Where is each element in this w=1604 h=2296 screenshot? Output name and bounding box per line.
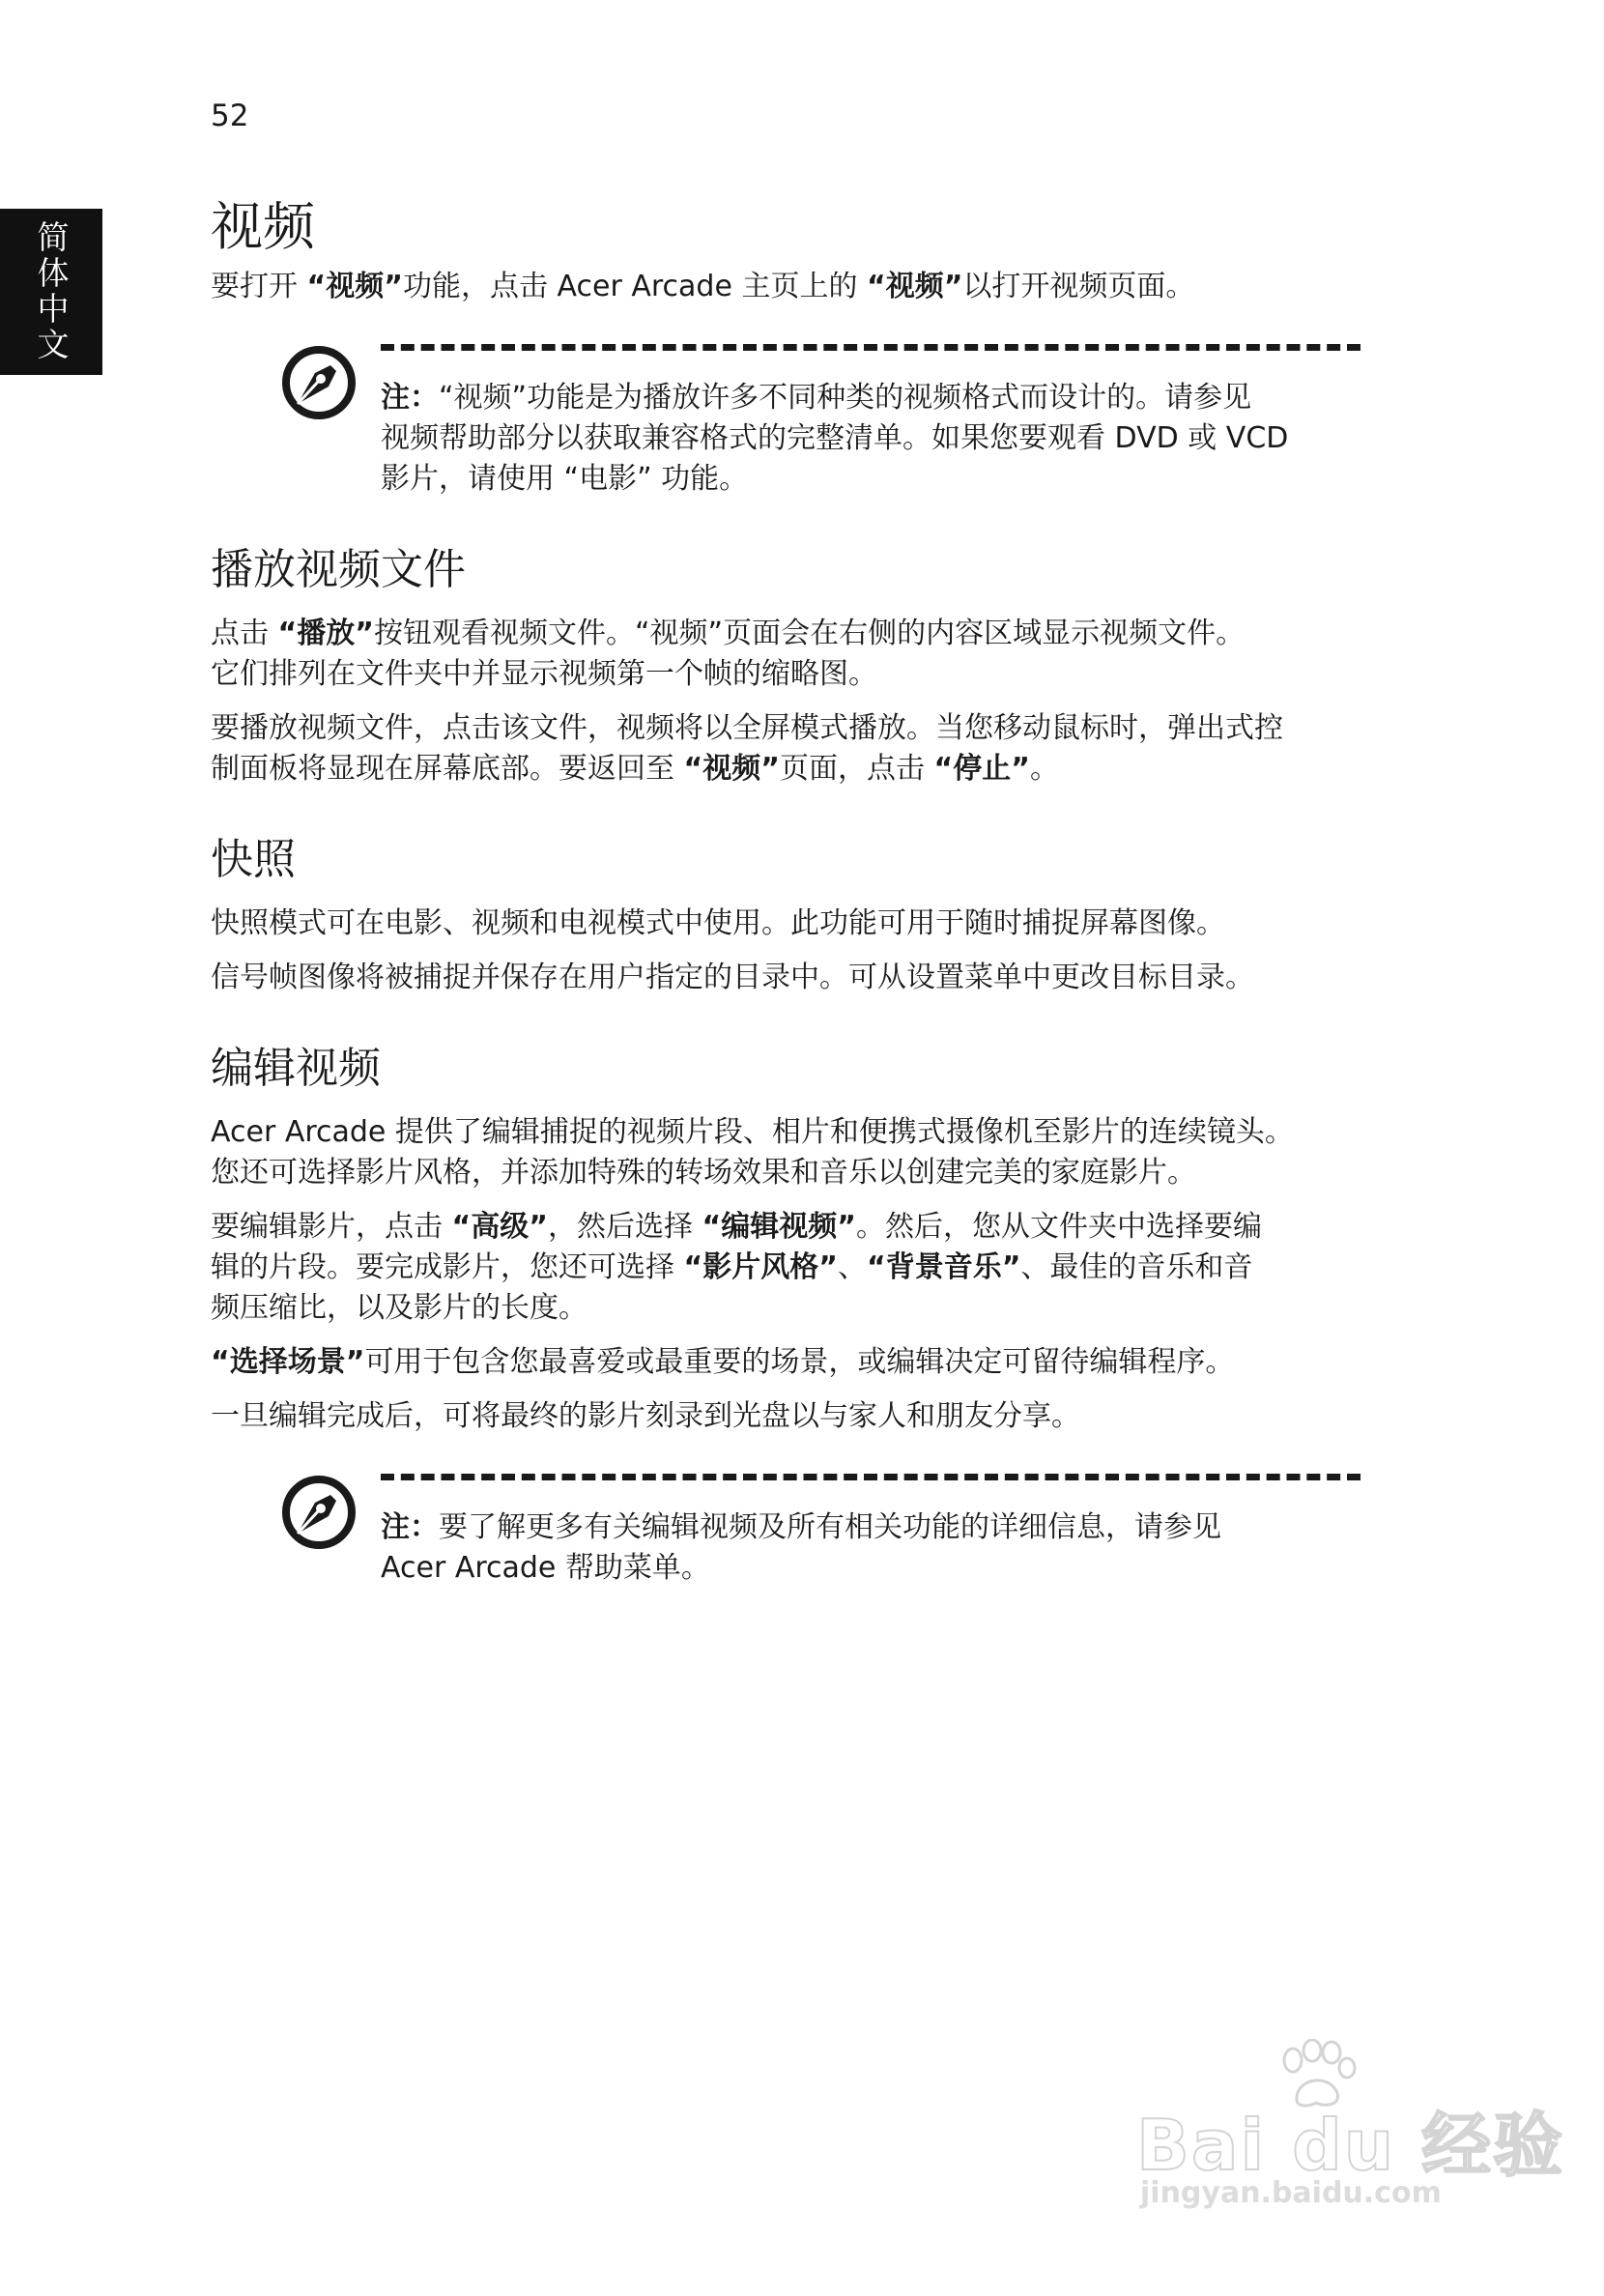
text-run: 、 bbox=[837, 1250, 867, 1284]
pen-nib-note-icon bbox=[280, 1474, 358, 1551]
note-text bbox=[381, 1507, 1361, 1589]
text-run: 辑的片段。要完成影片，您还可选择 bbox=[211, 1250, 684, 1284]
text-run: 要播放视频文件，点击该文件，视频将以全屏模式播放。当您移动鼠标时，弹出式控 bbox=[211, 711, 1283, 745]
bold-text-run: “选择场景” bbox=[211, 1345, 365, 1379]
language-tab-label: 简体中文 bbox=[32, 220, 71, 363]
text-run: 、最佳的音乐和音 bbox=[1020, 1250, 1253, 1284]
text-run: 它们排列在文件夹中并显示视频第一个帧的缩略图。 bbox=[211, 657, 877, 691]
note-dashed-rule bbox=[381, 344, 1361, 351]
note-line: “视频”功能是为播放许多不同种类的视频格式而设计的。请参见 bbox=[439, 381, 1252, 415]
text-run: 一旦编辑完成后，可将最终的影片刻录到光盘以与家人和朋友分享。 bbox=[211, 1399, 1080, 1433]
text-run: 要编辑影片，点击 bbox=[211, 1210, 452, 1244]
paragraph bbox=[211, 1342, 1361, 1383]
text-run: 可用于包含您最喜爱或最重要的场景，或编辑决定可留待编辑程序。 bbox=[364, 1345, 1235, 1379]
text-run: 功能，点击 Acer Arcade 主页上的 bbox=[402, 270, 867, 303]
section-snapshot bbox=[211, 832, 1361, 998]
bold-text-run: “播放” bbox=[277, 617, 374, 650]
text-run: 制面板将显现在屏幕底部。要返回至 bbox=[211, 752, 684, 786]
text-run: 。然后，您从文件夹中选择要编 bbox=[855, 1210, 1262, 1244]
text-run: 快照模式可在电影、视频和电视模式中使用。此功能可用于随时捕捉屏幕图像。 bbox=[211, 906, 1225, 940]
paragraph bbox=[211, 708, 1361, 789]
section-play-video bbox=[211, 542, 1361, 789]
note-box-2 bbox=[280, 1474, 1361, 1589]
pen-nib-note-icon bbox=[280, 344, 358, 421]
text-run: 频压缩比，以及影片的长度。 bbox=[211, 1291, 587, 1325]
page-content bbox=[211, 193, 1361, 1589]
note-label: 注： bbox=[381, 1510, 439, 1544]
text-run: Acer Arcade 提供了编辑捕捉的视频片段、相片和便携式摄像机至影片的连续镜头。 bbox=[211, 1115, 1294, 1149]
bold-text-run: “背景音乐” bbox=[866, 1250, 1021, 1284]
text-run: 点击 bbox=[211, 617, 278, 650]
bold-text-run: “高级” bbox=[451, 1210, 548, 1244]
note-line: 要了解更多有关编辑视频及所有相关功能的详细信息，请参见 bbox=[439, 1510, 1221, 1544]
bold-text-run: “编辑视频” bbox=[702, 1210, 856, 1244]
page-number: 52 bbox=[211, 99, 249, 133]
paragraph bbox=[211, 1396, 1361, 1437]
page-title: 视频 bbox=[211, 196, 315, 257]
note-line: 影片，请使用 “电影” 功能。 bbox=[381, 462, 749, 496]
text-run: 您还可选择影片风格，并添加特殊的转场效果和音乐以创建完美的家庭影片。 bbox=[211, 1156, 1196, 1190]
text-run: 信号帧图像将被捕捉并保存在用户指定的目录中。可从设置菜单中更改目标目录。 bbox=[211, 961, 1254, 994]
text-run: ，然后选择 bbox=[547, 1210, 702, 1244]
note-dashed-rule bbox=[381, 1474, 1361, 1480]
note-line: Acer Arcade 帮助菜单。 bbox=[381, 1551, 710, 1585]
text-run: 按钮观看视频文件。“视频”页面会在右侧的内容区域显示视频文件。 bbox=[373, 617, 1246, 650]
section-title: 播放视频文件 bbox=[211, 545, 466, 594]
intro-paragraph bbox=[211, 267, 1361, 307]
text-run: 页面，点击 bbox=[779, 752, 934, 786]
text-run: 以打开视频页面。 bbox=[962, 270, 1195, 303]
section-edit-video bbox=[211, 1041, 1361, 1437]
paragraph bbox=[211, 1112, 1361, 1193]
bold-text-run: “视频” bbox=[683, 752, 780, 786]
watermark-brand: Bai du 经验 bbox=[1136, 2105, 1565, 2186]
bold-text-run: “影片风格” bbox=[683, 1250, 838, 1284]
paragraph bbox=[211, 904, 1361, 944]
watermark-url: jingyan.baidu.com bbox=[1140, 2176, 1442, 2210]
section-title: 快照 bbox=[211, 835, 296, 884]
note-line: 视频帮助部分以获取兼容格式的完整清单。如果您要观看 DVD 或 VCD bbox=[381, 421, 1289, 455]
bold-text-run: “停止” bbox=[933, 752, 1030, 786]
paragraph bbox=[211, 614, 1361, 695]
paragraph bbox=[211, 958, 1361, 998]
bold-text-run: “视频” bbox=[306, 270, 403, 303]
section-title: 编辑视频 bbox=[211, 1044, 381, 1093]
text-run: 。 bbox=[1029, 752, 1059, 786]
paragraph bbox=[211, 1207, 1361, 1329]
note-text bbox=[381, 378, 1361, 500]
baidu-jingyan-watermark bbox=[1131, 2039, 1565, 2213]
bold-text-run: “视频” bbox=[866, 270, 963, 303]
text-run: 要打开 bbox=[211, 270, 307, 303]
language-tab bbox=[0, 209, 102, 375]
note-label: 注： bbox=[381, 381, 439, 415]
note-box-1 bbox=[280, 344, 1361, 500]
